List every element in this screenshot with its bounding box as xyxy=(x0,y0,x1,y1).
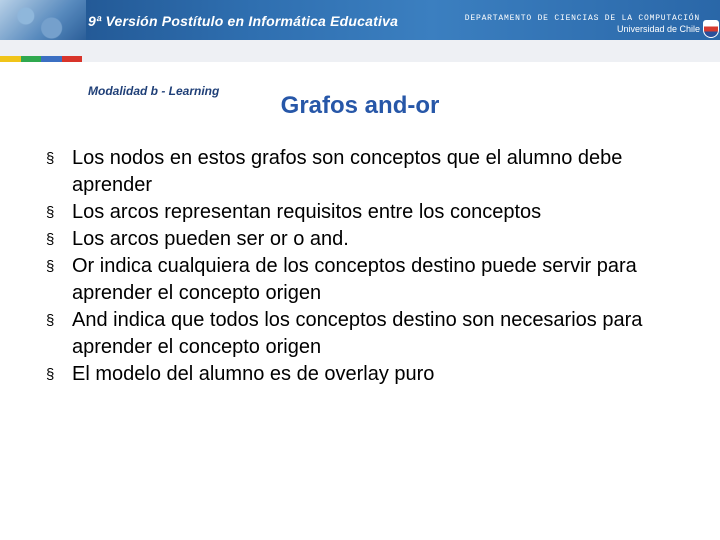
color-stripe xyxy=(0,56,82,62)
bullet-text: Los arcos representan requisitos entre los conceptos xyxy=(72,201,542,223)
bullet-item xyxy=(46,307,686,361)
header-photo xyxy=(0,0,86,40)
stripe-blue xyxy=(41,56,62,62)
bullet-text: Or indica cualquiera de los conceptos destino puede servir para aprender el concepto origen xyxy=(72,255,637,304)
bullet-icon: § xyxy=(46,312,55,329)
slide-title: Grafos and-or xyxy=(280,92,440,119)
stripe-green xyxy=(21,56,42,62)
bullet-text: Los nodos en estos grafos son conceptos que el alumno debe aprender xyxy=(72,147,623,196)
bullet-text: Los arcos pueden ser or o and. xyxy=(72,228,349,250)
header-banner xyxy=(0,0,720,40)
subheader-bar xyxy=(0,40,720,98)
university-name: Universidad de Chile xyxy=(616,24,700,34)
bullet-text: El modelo del alumno es de overlay puro xyxy=(72,363,435,385)
bullet-icon: § xyxy=(46,204,55,221)
bullet-item xyxy=(46,226,686,253)
stripe-red xyxy=(62,56,83,62)
bullet-icon: § xyxy=(46,231,55,248)
modality-label: Modalidad b - Learning xyxy=(88,84,220,98)
bullet-icon: § xyxy=(46,150,55,167)
bullet-item xyxy=(46,361,686,388)
bullet-icon: § xyxy=(46,366,55,383)
stripe-yellow xyxy=(0,56,21,62)
department-name: DEPARTAMENTO DE CIENCIAS DE LA COMPUTACIÓN xyxy=(464,14,700,23)
program-title: 9ª Versión Postítulo en Informática Educativa xyxy=(88,13,399,29)
bullet-item xyxy=(46,145,686,199)
bullet-text: And indica que todos los conceptos destino son necesarios para aprender el concepto origen xyxy=(72,309,643,358)
bullet-icon: § xyxy=(46,258,55,275)
bullet-item xyxy=(46,199,686,226)
bullet-list xyxy=(46,145,686,388)
university-crest-icon xyxy=(703,20,719,38)
bullet-item xyxy=(46,253,686,307)
